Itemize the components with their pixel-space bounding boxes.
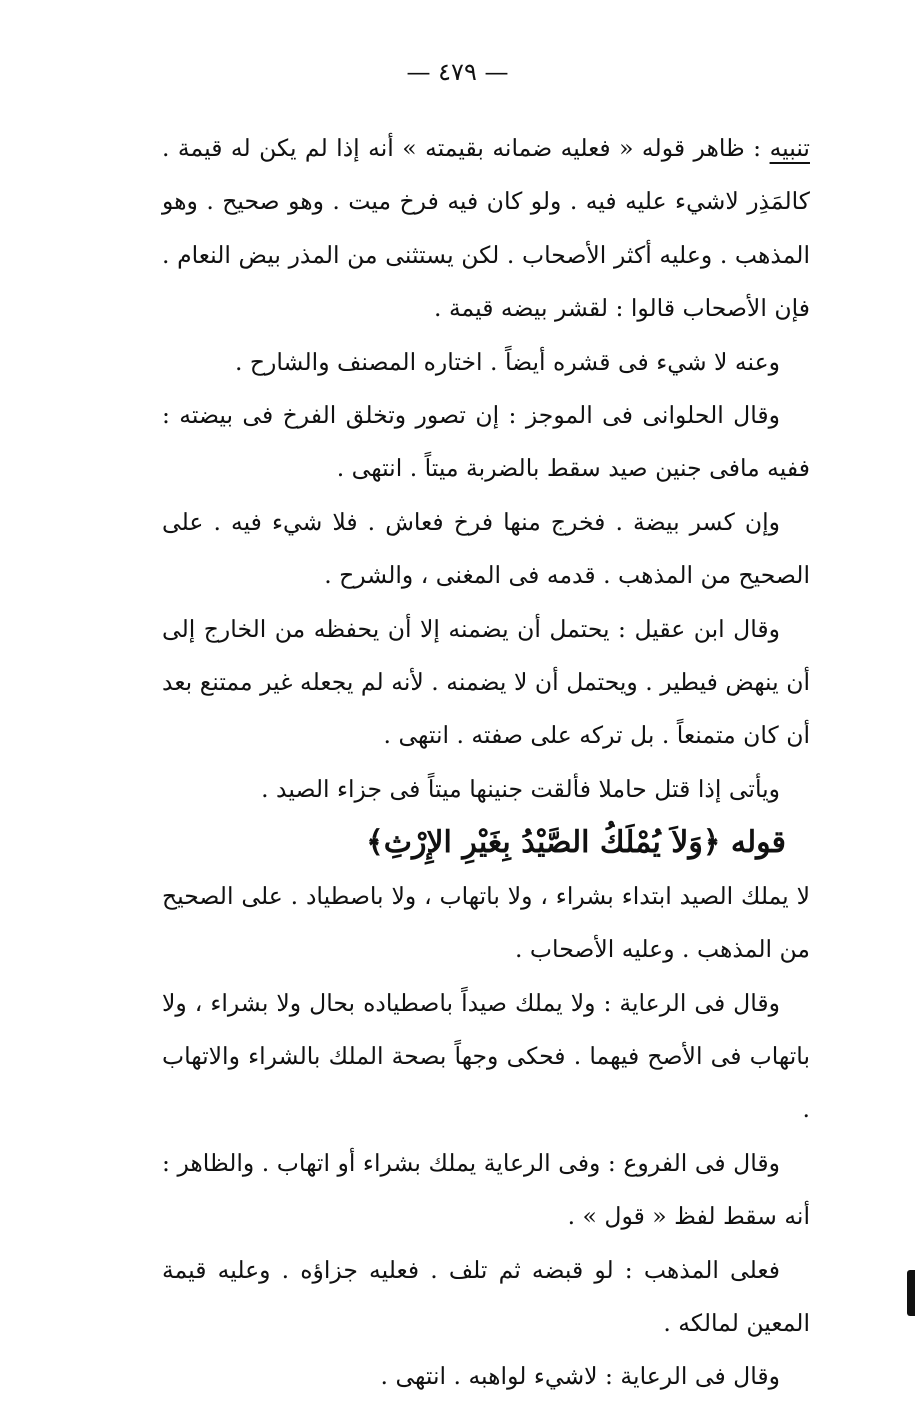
section-heading — [162, 816, 810, 869]
heading-prefix: قوله — [730, 825, 786, 861]
paragraph: وقال فى الرعاية : ولا يملك صيداً باصطياده بحال ولا بشراء ، ولا باتهاب فى الأصح فيهما . فحكى وجهاً بصحة الملك بالشراء والاتهاب . — [162, 988, 810, 1124]
heading-quote: وَلاَ يُمْلَكُ الصَّيْدُ بِغَيْرِ الإِرْثِ — [383, 825, 703, 861]
paragraph: ويأتى إذا قتل حاملا فألقت جنينها ميتاً فى جزاء الصيد . — [261, 774, 780, 803]
paragraph: وقال ابن عقيل : يحتمل أن يضمنه إلا أن يحفظه من الخارج إلى أن ينهض فيطير . ويحتمل أن لا يضمنه . لأنه لم يجعله غير ممتنع بعد أن كان متمنعاً . بل تركه على صفته . انتهى . — [162, 614, 810, 750]
paragraph: فعلى المذهب : لو قبضه ثم تلف . فعليه جزاؤه . وعليه قيمة المعين لمالكه . — [162, 1255, 810, 1337]
heading-open-bracket: ﴿ — [702, 825, 721, 861]
paragraph: وقال الحلوانى فى الموجز : إن تصور وتخلق الفرخ فى بيضته : ففيه مافى جنين صيد سقط بالضربة ميتاً . انتهى . — [162, 401, 810, 483]
paragraph: وقال فى الفروع : وفى الرعاية يملك بشراء أو اتهاب . والظاهر : أنه سقط لفظ « قول » . — [162, 1148, 810, 1231]
note-label: تنبيه — [769, 134, 810, 162]
page-number: — ٤٧٩ — — [406, 58, 509, 86]
heading-close-bracket: ﴾ — [366, 825, 384, 861]
paragraph: وعنه لا شيء فى قشره أيضاً . اختاره المصنف والشارح . — [234, 347, 780, 376]
paragraph: وقال فى الرعاية : لاشيء لواهبه . انتهى . — [380, 1362, 780, 1391]
margin-ink-mark — [907, 1270, 915, 1316]
paragraph-note — [162, 122, 810, 336]
body-text — [162, 122, 810, 1404]
paragraph: وإن كسر بيضة . فخرج منها فرخ فعاش . فلا شيء فيه . على الصحيح من المذهب . قدمه فى المغنى ، والشرح . — [162, 507, 810, 590]
paragraph: لا يملك الصيد ابتداء بشراء ، ولا باتهاب ، ولا باصطياد . على الصحيح من المذهب . وعليه الأصحاب . — [162, 881, 810, 964]
note-text: : ظاهر قوله « فعليه ضمانه بقيمته » أنه إذا لم يكن له قيمة . كالمَذِر لاشيء عليه فيه . ولو كان فيه فرخ ميت . وهو صحيح . وهو المذهب . وعليه أكثر الأصحاب . لكن يستثنى من المذر بيض النعام . فإن الأصحاب قالوا : لقشر بيضه قيمة . — [162, 134, 810, 323]
